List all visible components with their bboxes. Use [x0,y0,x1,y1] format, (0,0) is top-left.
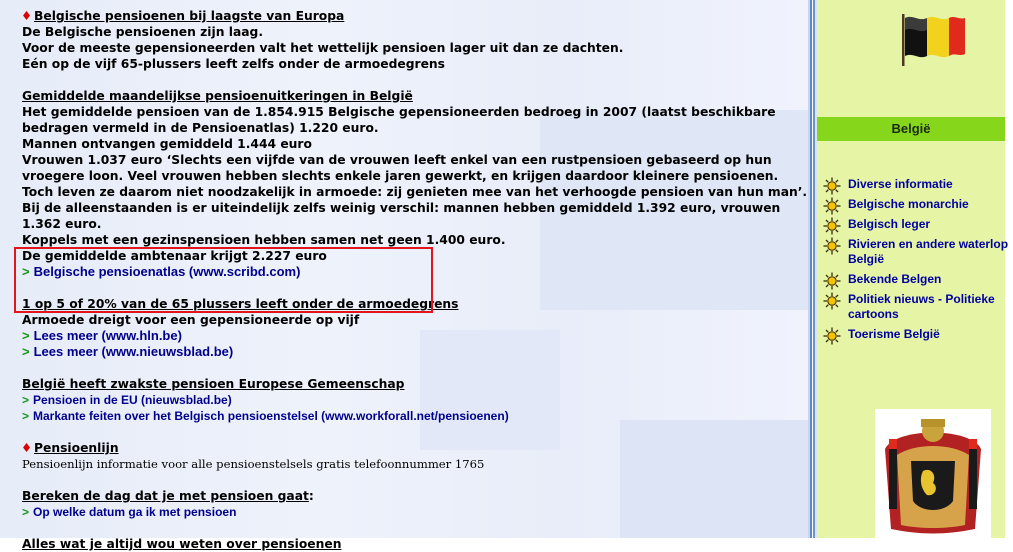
section-heading-text: Belgische pensioenen bij laagste van Europa [34,9,345,23]
body-text: Mannen ontvangen gemiddeld 1.444 euro [22,137,312,151]
sun-icon [823,197,841,219]
article-link[interactable] [22,392,802,408]
section-heading-text: België heeft zwakste pensioen Europese Gemeenschap [22,377,405,391]
section-heading [22,440,802,456]
body-text: vroegere loon. Veel vrouwen hebben slechts enkele jaren gewerkt, en krijgen daardoor kleinere pensioenen. [22,169,779,183]
body-text: Voor de meeste gepensioneerden valt het wettelijk pensioen lager uit dan ze dachten. [22,41,624,55]
info-line [22,456,802,472]
body-line [22,120,802,136]
sidebar [817,0,1009,538]
article-link[interactable] [22,504,802,520]
sidebar-item-rivieren[interactable] [823,237,1013,267]
body-line [22,56,802,72]
sun-icon [823,292,841,314]
sidebar-item-label: Bekende Belgen [848,272,942,286]
link-arrow-icon: > [22,344,30,359]
sidebar-item-diverse-informatie[interactable] [823,177,1013,192]
sidebar-item-toerisme[interactable] [823,327,1013,342]
section-heading [22,488,802,504]
spacer [22,424,802,440]
article-link[interactable] [22,328,802,344]
highlight-box [14,247,433,313]
sun-icon [823,217,841,239]
body-text: Koppels met een gezinspensioen hebben samen net geen 1.400 euro. [22,233,506,247]
belgian-flag-icon [899,10,969,66]
sun-icon [823,177,841,199]
link-text: Markante feiten over het Belgisch pensioenstelsel (www.workforall.net/pensioenen) [33,409,509,423]
spacer [22,72,802,88]
sidebar-menu [823,177,1013,347]
section-heading-text: Gemiddelde maandelijkse pensioenuitkeringen in België [22,89,413,103]
spacer [22,360,802,376]
link-text: Op welke datum ga ik met pensioen [33,505,237,519]
body-text: bedragen vermeld in de Pensioenatlas) 1.220 euro. [22,121,379,135]
body-line [22,200,802,216]
body-line [22,184,808,200]
sidebar-item-label: Diverse informatie [848,177,953,191]
body-text: Eén op de vijf 65-plussers leeft zelfs onder de armoedegrens [22,57,446,71]
country-title: België [817,117,1005,141]
diamond-bullet-icon: ♦ [21,441,33,455]
sidebar-item-belgisch-leger[interactable] [823,217,1013,232]
spacer [22,520,802,536]
body-line [22,24,802,40]
sidebar-item-label: Politiek nieuws - Politieke cartoons [848,292,995,321]
section-heading [22,8,802,24]
link-text: Lees meer (www.nieuwsblad.be) [33,344,234,359]
sidebar-item-label: Rivieren en andere waterlop België [848,237,1009,266]
sun-icon [823,327,841,349]
spacer [22,472,802,488]
body-line [22,40,802,56]
article-link[interactable] [22,408,802,424]
section-heading [22,536,802,552]
body-line [22,104,802,120]
sidebar-item-bekende-belgen[interactable] [823,272,1013,287]
sun-icon [823,272,841,294]
sidebar-item-label: Belgisch leger [848,217,931,231]
section-heading [22,376,802,392]
body-text: Bij de alleenstaanden is er uiteindelijk zelfs weinig verschil: mannen hebben gemiddeld 1.392 euro, vrouwen [22,201,781,215]
link-text: Pensioen in de EU (nieuwsblad.be) [33,393,232,407]
body-text: Het gemiddelde pensioen van de 1.854.915 Belgische gepensioneerden bedroeg in 2007 (laatst beschikbare [22,105,776,119]
body-line [22,152,802,168]
info-text: Pensioenlijn informatie voor alle pensioenstelsels gratis telefoonnummer 1765 [22,457,485,471]
body-line [22,168,802,184]
link-arrow-icon: > [22,328,30,343]
sidebar-item-label: Belgische monarchie [848,197,969,211]
body-text: Toch leven ze daarom niet noodzakelijk in armoede: zij genieten mee van het verhoogde pensioen van hun man’. [22,185,808,199]
belgian-coat-of-arms-icon [875,409,991,538]
sun-icon [823,237,841,259]
column-divider [808,0,817,538]
body-text: 1.362 euro. [22,217,102,231]
link-arrow-icon: > [22,505,30,519]
sidebar-item-label: Toerisme België [848,327,940,341]
section-heading-text: Bereken de dag dat je met pensioen gaat [22,489,309,503]
link-arrow-icon: > [22,264,30,279]
body-text: Vrouwen 1.037 euro ‘Slechts een vijfde van de vrouwen leeft enkel van een rustpensioen gebaseerd op hun [22,153,772,167]
link-arrow-icon: > [22,393,30,407]
body-text: De Belgische pensioenen zijn laag. [22,25,264,39]
link-text: Lees meer (www.hln.be) [33,328,182,343]
sidebar-item-belgische-monarchie[interactable] [823,197,1013,212]
section-heading [22,88,802,104]
body-line [22,136,802,152]
colon: : [308,489,314,503]
section-heading-text: 1 op 5 of 20% van de 65 plussers leeft onder de armoedegrens [22,297,459,311]
diamond-bullet-icon: ♦ [21,9,33,23]
body-line [22,312,802,328]
body-line [22,216,802,232]
link-arrow-icon: > [22,409,30,423]
link-text: Belgische pensioenatlas (www.scribd.com) [33,264,301,279]
body-text: Armoede dreigt voor een gepensioneerde op vijf [22,313,360,327]
body-line [22,232,802,248]
body-text: De gemiddelde ambtenaar krijgt 2.227 euro [22,249,327,263]
section-heading-text: Pensioenlijn [34,441,119,455]
article-link[interactable] [22,344,802,360]
section-heading-text: Alles wat je altijd wou weten over pensioenen [22,537,342,551]
sidebar-item-politiek-nieuws[interactable] [823,292,1013,322]
